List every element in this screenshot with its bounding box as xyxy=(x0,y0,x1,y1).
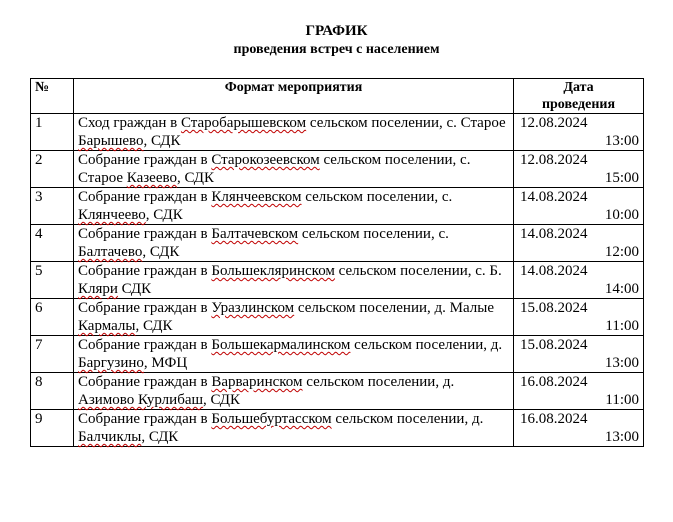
settlement-name: Уразлинском xyxy=(211,300,295,316)
date-cell xyxy=(514,336,644,373)
locality-name: Балчиклы xyxy=(78,429,142,445)
venue-suffix: , СДК xyxy=(145,207,183,223)
locality-name: Азимово Курлибаш xyxy=(78,392,204,408)
settlement-name: Большекармалинском xyxy=(211,337,351,353)
table-row xyxy=(31,262,644,299)
date-cell xyxy=(514,410,644,447)
event-text-middle: сельском поселении, д. xyxy=(294,300,450,316)
document-subtitle: проведения встреч с населением xyxy=(233,42,440,57)
event-date: 16.08.2024 xyxy=(520,411,588,427)
row-number: 7 xyxy=(31,336,74,373)
event-text-middle: сельском поселении, д. xyxy=(302,374,455,390)
date-cell xyxy=(514,373,644,410)
event-time: 11:00 xyxy=(605,318,639,334)
event-date: 15.08.2024 xyxy=(520,337,588,353)
locality-name: Кляри xyxy=(78,281,118,297)
settlement-name: Старокозеевском xyxy=(211,152,320,168)
event-time: 15:00 xyxy=(604,170,639,186)
event-text-prefix: Собрание граждан в xyxy=(78,189,212,205)
venue-suffix: , МФЦ xyxy=(143,355,188,371)
table-row xyxy=(31,188,644,225)
row-number: 2 xyxy=(31,151,74,188)
table-row xyxy=(31,225,644,262)
event-date: 16.08.2024 xyxy=(520,374,588,390)
locality-name: Барышево xyxy=(78,133,144,149)
settlement-name: Балтачевском xyxy=(211,226,299,242)
event-text-prefix: Сход граждан в xyxy=(78,115,181,131)
row-number: 5 xyxy=(31,262,74,299)
event-time: 12:00 xyxy=(604,244,639,260)
event-text-prefix: Собрание граждан в xyxy=(78,411,212,427)
date-cell xyxy=(514,262,644,299)
date-cell xyxy=(514,114,644,151)
table-row xyxy=(31,336,644,373)
event-time: 10:00 xyxy=(604,207,639,223)
event-date: 12.08.2024 xyxy=(520,115,588,131)
event-date: 14.08.2024 xyxy=(520,189,588,205)
column-header-date-line1: Дата xyxy=(563,80,594,95)
event-date: 14.08.2024 xyxy=(520,263,588,279)
venue-suffix: , СДК xyxy=(176,170,214,186)
schedule-table xyxy=(30,78,644,447)
table-row xyxy=(31,373,644,410)
locality-prefix: Малые xyxy=(449,300,495,316)
event-text-prefix: Собрание граждан в xyxy=(78,152,212,168)
venue-suffix: , СДК xyxy=(143,133,181,149)
settlement-name: Варваринском xyxy=(211,374,303,390)
locality-prefix: Старое xyxy=(460,115,506,131)
event-time: 11:00 xyxy=(605,392,639,408)
event-text-middle: сельском поселении, xyxy=(334,263,476,279)
event-text-middle: сельском поселении, xyxy=(331,411,472,427)
date-cell xyxy=(514,151,644,188)
event-text-middle: сельском поселении, с. xyxy=(306,115,461,131)
locality-prefix: Старое xyxy=(78,170,127,186)
locality-name: Клянчеево xyxy=(78,207,146,223)
locality-name: Кармалы xyxy=(78,318,136,334)
event-date: 12.08.2024 xyxy=(520,152,588,168)
event-format-cell xyxy=(74,114,514,151)
venue-suffix: , СДК xyxy=(141,429,179,445)
venue-suffix: , СДК xyxy=(203,392,241,408)
settlement-name: Старобарышевском xyxy=(180,115,307,131)
event-time: 13:00 xyxy=(604,355,639,371)
table-row xyxy=(31,410,644,447)
locality-prefix: с. Б. xyxy=(475,263,502,279)
event-format-cell xyxy=(74,188,514,225)
row-number: 1 xyxy=(31,114,74,151)
event-format-cell xyxy=(74,373,514,410)
event-format-cell xyxy=(74,262,514,299)
event-text-prefix: Собрание граждан в xyxy=(78,337,212,353)
locality-name: Баргузино xyxy=(78,355,144,371)
table-header-row xyxy=(31,79,644,114)
event-time: 13:00 xyxy=(604,429,639,445)
event-format-cell xyxy=(74,299,514,336)
event-date: 15.08.2024 xyxy=(520,300,588,316)
event-text-prefix: Собрание граждан в xyxy=(78,374,212,390)
locality-name: Балтачево xyxy=(78,244,143,260)
column-header-number: № xyxy=(31,79,74,114)
event-format-cell xyxy=(74,410,514,447)
table-row xyxy=(31,151,644,188)
event-text-prefix: Собрание граждан в xyxy=(78,226,212,242)
event-format-cell xyxy=(74,151,514,188)
table-row xyxy=(31,299,644,336)
row-number: 8 xyxy=(31,373,74,410)
row-number: 9 xyxy=(31,410,74,447)
event-text-prefix: Собрание граждан в xyxy=(78,263,212,279)
event-text-prefix: Собрание граждан в xyxy=(78,300,212,316)
locality-name: Казеево xyxy=(126,170,177,186)
date-cell xyxy=(514,225,644,262)
event-time: 14:00 xyxy=(604,281,639,297)
column-header-event-format: Формат мероприятия xyxy=(74,79,514,114)
event-text-middle: сельском поселении, с. xyxy=(298,226,449,242)
settlement-name: Клянчеевском xyxy=(211,189,302,205)
event-text-middle: сельском поселении, с. xyxy=(319,152,471,168)
settlement-name: Большебуртасском xyxy=(211,411,332,427)
event-text-middle: сельском поселении, с. xyxy=(301,189,453,205)
settlement-name: Большекляринском xyxy=(211,263,335,279)
venue-suffix: СДК xyxy=(117,281,152,297)
event-format-cell xyxy=(74,225,514,262)
column-header-date-line2: проведения xyxy=(541,97,616,112)
document-title: ГРАФИК xyxy=(305,23,368,39)
date-cell xyxy=(514,299,644,336)
venue-suffix: , СДК xyxy=(135,318,173,334)
row-number: 6 xyxy=(31,299,74,336)
event-time: 13:00 xyxy=(604,133,639,149)
event-text-middle: сельском поселении, д. xyxy=(350,337,503,353)
column-header-date xyxy=(514,79,644,114)
venue-suffix: , СДК xyxy=(142,244,180,260)
row-number: 4 xyxy=(31,225,74,262)
row-number: 3 xyxy=(31,188,74,225)
locality-prefix: д. xyxy=(471,411,484,427)
event-date: 14.08.2024 xyxy=(520,226,588,242)
table-row xyxy=(31,114,644,151)
event-format-cell xyxy=(74,336,514,373)
date-cell xyxy=(514,188,644,225)
